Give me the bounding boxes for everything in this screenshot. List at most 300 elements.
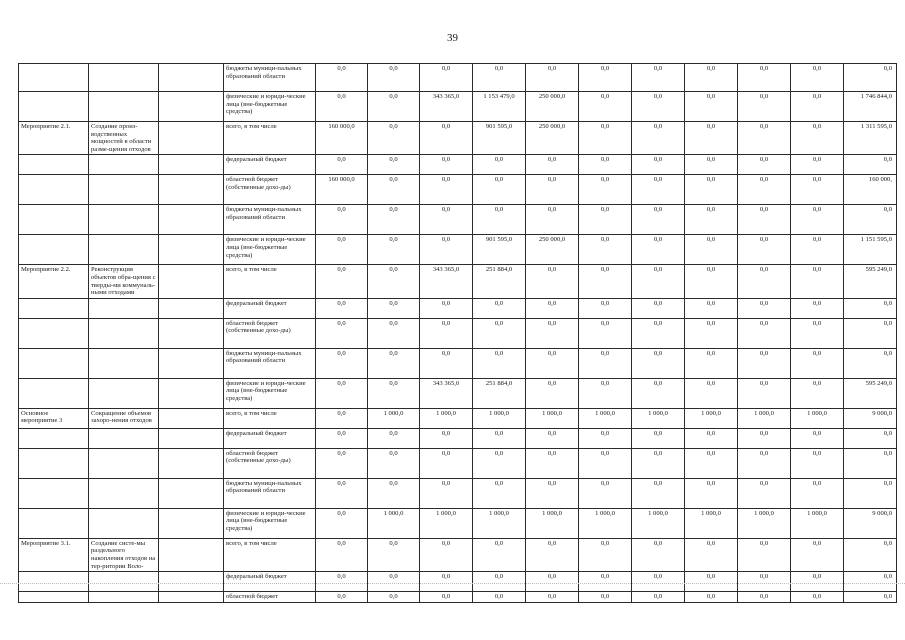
year-value-cell: 0,0 xyxy=(791,318,844,348)
year-value-cell: 0,0 xyxy=(368,298,420,318)
year-value-cell: 0,0 xyxy=(316,92,368,122)
year-value-cell: 0,0 xyxy=(420,175,473,205)
event-description-cell xyxy=(89,318,159,348)
funding-source-cell: областной бюджет xyxy=(224,592,316,603)
year-value-cell: 0,0 xyxy=(685,428,738,448)
year-value-cell: 0,0 xyxy=(368,235,420,265)
year-value-cell: 0,0 xyxy=(368,592,420,603)
event-description-cell: Реконструкция объектов обра-щения с тверды-ми коммуналь-ными отходами xyxy=(89,265,159,298)
year-value-cell: 0,0 xyxy=(791,235,844,265)
table-row xyxy=(19,572,897,592)
year-value-cell: 0,0 xyxy=(791,428,844,448)
event-description-cell: Создание произ-водственных мощностей в области разме-щения отходов xyxy=(89,122,159,155)
year-value-cell: 0,0 xyxy=(526,175,579,205)
table-row xyxy=(19,235,897,265)
executor-cell xyxy=(159,205,224,235)
year-value-cell: 0,0 xyxy=(368,428,420,448)
event-name-cell: Мероприятие 2.2. xyxy=(19,265,89,298)
year-value-cell: 0,0 xyxy=(526,478,579,508)
year-value-cell: 0,0 xyxy=(738,235,791,265)
executor-cell xyxy=(159,155,224,175)
year-value-cell: 0,0 xyxy=(316,428,368,448)
year-value-cell: 0,0 xyxy=(685,572,738,592)
event-description-cell xyxy=(89,508,159,538)
funding-source-cell: физические и юриди-ческие лица (вне-бюджетные средства) xyxy=(224,92,316,122)
year-value-cell: 0,0 xyxy=(473,318,526,348)
year-value-cell: 0,0 xyxy=(738,298,791,318)
executor-cell xyxy=(159,318,224,348)
year-value-cell: 0,0 xyxy=(685,448,738,478)
year-value-cell: 0,0 xyxy=(632,478,685,508)
year-value-cell: 0,0 xyxy=(685,378,738,408)
year-value-cell: 0,0 xyxy=(526,155,579,175)
funding-source-cell: федеральный бюджет xyxy=(224,298,316,318)
event-name-cell xyxy=(19,428,89,448)
year-value-cell: 0,0 xyxy=(526,318,579,348)
year-value-cell: 0,0 xyxy=(791,478,844,508)
year-value-cell: 0,0 xyxy=(526,538,579,571)
year-value-cell: 1 000,0 xyxy=(526,408,579,428)
total-cell: 0,0 xyxy=(844,348,897,378)
year-value-cell: 0,0 xyxy=(368,122,420,155)
year-value-cell: 0,0 xyxy=(579,175,632,205)
year-value-cell: 0,0 xyxy=(420,348,473,378)
year-value-cell: 0,0 xyxy=(632,378,685,408)
year-value-cell: 0,0 xyxy=(473,155,526,175)
year-value-cell: 0,0 xyxy=(368,538,420,571)
year-value-cell: 1 000,0 xyxy=(473,508,526,538)
year-value-cell: 0,0 xyxy=(368,205,420,235)
event-name-cell: Мероприятие 2.1. xyxy=(19,122,89,155)
year-value-cell: 0,0 xyxy=(579,378,632,408)
year-value-cell: 251 884,0 xyxy=(473,265,526,298)
year-value-cell: 0,0 xyxy=(738,592,791,603)
funding-source-cell: физические и юриди-ческие лица (вне-бюджетные средства) xyxy=(224,508,316,538)
year-value-cell: 1 000,0 xyxy=(685,408,738,428)
year-value-cell: 0,0 xyxy=(526,572,579,592)
executor-cell xyxy=(159,64,224,92)
event-name-cell xyxy=(19,64,89,92)
year-value-cell: 0,0 xyxy=(579,428,632,448)
year-value-cell: 0,0 xyxy=(473,448,526,478)
year-value-cell: 0,0 xyxy=(791,265,844,298)
table-row xyxy=(19,478,897,508)
year-value-cell: 0,0 xyxy=(632,235,685,265)
table-row xyxy=(19,318,897,348)
event-description-cell xyxy=(89,205,159,235)
year-value-cell: 0,0 xyxy=(579,478,632,508)
year-value-cell: 1 000,0 xyxy=(526,508,579,538)
year-value-cell: 343 365,0 xyxy=(420,92,473,122)
year-value-cell: 0,0 xyxy=(579,572,632,592)
year-value-cell: 0,0 xyxy=(316,348,368,378)
year-value-cell: 0,0 xyxy=(738,265,791,298)
year-value-cell: 0,0 xyxy=(738,572,791,592)
year-value-cell: 0,0 xyxy=(685,318,738,348)
funding-source-cell: областной бюджет (собственные дохо-ды) xyxy=(224,175,316,205)
total-cell: 0,0 xyxy=(844,155,897,175)
total-cell: 0,0 xyxy=(844,64,897,92)
year-value-cell: 0,0 xyxy=(420,318,473,348)
year-value-cell: 250 000,0 xyxy=(526,122,579,155)
year-value-cell: 0,0 xyxy=(420,538,473,571)
year-value-cell: 0,0 xyxy=(738,92,791,122)
year-value-cell: 0,0 xyxy=(632,298,685,318)
total-cell: 9 000,0 xyxy=(844,408,897,428)
executor-cell xyxy=(159,448,224,478)
executor-cell xyxy=(159,378,224,408)
year-value-cell: 0,0 xyxy=(579,122,632,155)
year-value-cell: 1 000,0 xyxy=(791,408,844,428)
event-name-cell xyxy=(19,478,89,508)
year-value-cell: 0,0 xyxy=(791,92,844,122)
executor-cell xyxy=(159,508,224,538)
year-value-cell: 0,0 xyxy=(738,155,791,175)
year-value-cell: 0,0 xyxy=(685,122,738,155)
year-value-cell: 0,0 xyxy=(579,155,632,175)
event-name-cell xyxy=(19,235,89,265)
year-value-cell: 0,0 xyxy=(738,448,791,478)
year-value-cell: 0,0 xyxy=(632,448,685,478)
table-row xyxy=(19,408,897,428)
executor-cell xyxy=(159,235,224,265)
event-name-cell xyxy=(19,378,89,408)
year-value-cell: 0,0 xyxy=(791,155,844,175)
year-value-cell: 0,0 xyxy=(791,538,844,571)
table-row xyxy=(19,122,897,155)
year-value-cell: 0,0 xyxy=(420,572,473,592)
year-value-cell: 0,0 xyxy=(738,175,791,205)
year-value-cell: 0,0 xyxy=(632,64,685,92)
year-value-cell: 0,0 xyxy=(685,538,738,571)
funding-source-cell: областной бюджет (собственные дохо-ды) xyxy=(224,318,316,348)
event-description-cell xyxy=(89,64,159,92)
year-value-cell: 0,0 xyxy=(632,175,685,205)
year-value-cell: 0,0 xyxy=(791,592,844,603)
event-description-cell xyxy=(89,235,159,265)
executor-cell xyxy=(159,348,224,378)
total-cell: 0,0 xyxy=(844,298,897,318)
year-value-cell: 0,0 xyxy=(632,92,685,122)
year-value-cell: 0,0 xyxy=(685,592,738,603)
table-row xyxy=(19,348,897,378)
total-cell: 0,0 xyxy=(844,448,897,478)
year-value-cell: 0,0 xyxy=(685,478,738,508)
page-number: 39 xyxy=(447,32,458,44)
year-value-cell: 250 000,0 xyxy=(526,235,579,265)
year-value-cell: 0,0 xyxy=(738,122,791,155)
year-value-cell: 0,0 xyxy=(368,448,420,478)
year-value-cell: 1 153 479,0 xyxy=(473,92,526,122)
year-value-cell: 0,0 xyxy=(526,298,579,318)
year-value-cell: 0,0 xyxy=(316,205,368,235)
year-value-cell: 0,0 xyxy=(632,428,685,448)
event-name-cell: Мероприятие 3.1. xyxy=(19,538,89,571)
year-value-cell: 0,0 xyxy=(685,155,738,175)
event-name-cell: Основное мероприятие 3 xyxy=(19,408,89,428)
table-row xyxy=(19,592,897,603)
event-name-cell xyxy=(19,348,89,378)
year-value-cell: 0,0 xyxy=(368,265,420,298)
executor-cell xyxy=(159,408,224,428)
funding-source-cell: федеральный бюджет xyxy=(224,572,316,592)
total-cell: 1 311 595,0 xyxy=(844,122,897,155)
year-value-cell: 0,0 xyxy=(473,538,526,571)
year-value-cell: 0,0 xyxy=(420,428,473,448)
funding-source-cell: бюджеты муници-пальных образований области xyxy=(224,348,316,378)
year-value-cell: 901 595,0 xyxy=(473,235,526,265)
year-value-cell: 0,0 xyxy=(316,592,368,603)
year-value-cell: 1 000,0 xyxy=(420,508,473,538)
event-name-cell xyxy=(19,205,89,235)
year-value-cell: 0,0 xyxy=(526,448,579,478)
year-value-cell: 0,0 xyxy=(632,348,685,378)
total-cell: 1 746 844,0 xyxy=(844,92,897,122)
year-value-cell: 1 000,0 xyxy=(473,408,526,428)
year-value-cell: 0,0 xyxy=(791,298,844,318)
year-value-cell: 0,0 xyxy=(316,155,368,175)
year-value-cell: 0,0 xyxy=(579,64,632,92)
event-description-cell xyxy=(89,155,159,175)
year-value-cell: 0,0 xyxy=(473,572,526,592)
event-description-cell xyxy=(89,175,159,205)
year-value-cell: 0,0 xyxy=(632,155,685,175)
executor-cell xyxy=(159,592,224,603)
year-value-cell: 160 000,0 xyxy=(316,175,368,205)
total-cell: 0,0 xyxy=(844,538,897,571)
year-value-cell: 0,0 xyxy=(316,318,368,348)
funding-source-cell: физические и юриди-ческие лица (вне-бюджетные средства) xyxy=(224,378,316,408)
executor-cell xyxy=(159,92,224,122)
year-value-cell: 251 884,0 xyxy=(473,378,526,408)
year-value-cell: 1 000,0 xyxy=(579,508,632,538)
executor-cell xyxy=(159,428,224,448)
table-row xyxy=(19,378,897,408)
total-cell: 160 000, xyxy=(844,175,897,205)
year-value-cell: 0,0 xyxy=(526,64,579,92)
year-value-cell: 0,0 xyxy=(473,428,526,448)
year-value-cell: 343 365,0 xyxy=(420,378,473,408)
event-description-cell: Сокращение объемов захоро-нения отходов xyxy=(89,408,159,428)
year-value-cell: 1 000,0 xyxy=(685,508,738,538)
total-cell: 0,0 xyxy=(844,205,897,235)
year-value-cell: 0,0 xyxy=(738,205,791,235)
year-value-cell: 0,0 xyxy=(316,448,368,478)
year-value-cell: 0,0 xyxy=(473,205,526,235)
year-value-cell: 1 000,0 xyxy=(368,508,420,538)
year-value-cell: 0,0 xyxy=(316,378,368,408)
year-value-cell: 0,0 xyxy=(368,348,420,378)
year-value-cell: 0,0 xyxy=(685,265,738,298)
year-value-cell: 0,0 xyxy=(791,122,844,155)
total-cell: 0,0 xyxy=(844,572,897,592)
year-value-cell: 0,0 xyxy=(579,205,632,235)
event-description-cell xyxy=(89,572,159,592)
funding-source-cell: всего, в том числе xyxy=(224,122,316,155)
year-value-cell: 0,0 xyxy=(473,348,526,378)
year-value-cell: 0,0 xyxy=(316,538,368,571)
year-value-cell: 1 000,0 xyxy=(632,408,685,428)
year-value-cell: 0,0 xyxy=(685,175,738,205)
funding-source-cell: всего, в том числе xyxy=(224,265,316,298)
year-value-cell: 0,0 xyxy=(420,448,473,478)
year-value-cell: 0,0 xyxy=(791,572,844,592)
table-row xyxy=(19,428,897,448)
year-value-cell: 1 000,0 xyxy=(738,508,791,538)
total-cell: 595 249,0 xyxy=(844,378,897,408)
year-value-cell: 0,0 xyxy=(420,592,473,603)
year-value-cell: 0,0 xyxy=(316,478,368,508)
executor-cell xyxy=(159,572,224,592)
year-value-cell: 0,0 xyxy=(738,538,791,571)
year-value-cell: 0,0 xyxy=(632,538,685,571)
event-description-cell xyxy=(89,478,159,508)
year-value-cell: 0,0 xyxy=(579,448,632,478)
year-value-cell: 0,0 xyxy=(738,348,791,378)
funding-source-cell: федеральный бюджет xyxy=(224,428,316,448)
year-value-cell: 0,0 xyxy=(316,572,368,592)
year-value-cell: 0,0 xyxy=(791,175,844,205)
year-value-cell: 0,0 xyxy=(685,298,738,318)
year-value-cell: 160 000,0 xyxy=(316,122,368,155)
year-value-cell: 0,0 xyxy=(579,538,632,571)
table-row xyxy=(19,508,897,538)
event-description-cell xyxy=(89,92,159,122)
executor-cell xyxy=(159,122,224,155)
year-value-cell: 0,0 xyxy=(579,235,632,265)
total-cell: 1 151 595,0 xyxy=(844,235,897,265)
executor-cell xyxy=(159,175,224,205)
year-value-cell: 0,0 xyxy=(420,155,473,175)
event-name-cell xyxy=(19,592,89,603)
year-value-cell: 0,0 xyxy=(791,378,844,408)
year-value-cell: 0,0 xyxy=(632,592,685,603)
event-name-cell xyxy=(19,155,89,175)
funding-source-cell: областной бюджет (собственные дохо-ды) xyxy=(224,448,316,478)
year-value-cell: 0,0 xyxy=(738,478,791,508)
year-value-cell: 0,0 xyxy=(579,592,632,603)
year-value-cell: 0,0 xyxy=(420,64,473,92)
executor-cell xyxy=(159,265,224,298)
year-value-cell: 0,0 xyxy=(368,92,420,122)
year-value-cell: 0,0 xyxy=(368,155,420,175)
event-description-cell: Создание систе-мы раздельного накопления отходов на тер-ритории Воло- xyxy=(89,538,159,571)
year-value-cell: 0,0 xyxy=(579,318,632,348)
year-value-cell: 0,0 xyxy=(368,175,420,205)
table-row xyxy=(19,298,897,318)
year-value-cell: 0,0 xyxy=(473,478,526,508)
funding-source-cell: бюджеты муници-пальных образований области xyxy=(224,64,316,92)
year-value-cell: 0,0 xyxy=(526,592,579,603)
year-value-cell: 0,0 xyxy=(420,205,473,235)
year-value-cell: 1 000,0 xyxy=(420,408,473,428)
event-description-cell xyxy=(89,298,159,318)
year-value-cell: 0,0 xyxy=(632,572,685,592)
event-name-cell xyxy=(19,92,89,122)
year-value-cell: 0,0 xyxy=(526,205,579,235)
year-value-cell: 0,0 xyxy=(526,428,579,448)
year-value-cell: 0,0 xyxy=(685,348,738,378)
page-fold-line xyxy=(0,583,905,584)
table-row xyxy=(19,92,897,122)
table-row xyxy=(19,155,897,175)
year-value-cell: 0,0 xyxy=(420,235,473,265)
funding-source-cell: всего, в том числе xyxy=(224,408,316,428)
year-value-cell: 0,0 xyxy=(738,318,791,348)
year-value-cell: 0,0 xyxy=(368,378,420,408)
year-value-cell: 0,0 xyxy=(791,205,844,235)
year-value-cell: 0,0 xyxy=(685,92,738,122)
event-name-cell xyxy=(19,318,89,348)
year-value-cell: 0,0 xyxy=(579,265,632,298)
year-value-cell: 1 000,0 xyxy=(632,508,685,538)
event-name-cell xyxy=(19,448,89,478)
year-value-cell: 0,0 xyxy=(791,348,844,378)
event-description-cell xyxy=(89,378,159,408)
year-value-cell: 0,0 xyxy=(579,348,632,378)
year-value-cell: 0,0 xyxy=(420,298,473,318)
executor-cell xyxy=(159,478,224,508)
year-value-cell: 0,0 xyxy=(316,265,368,298)
year-value-cell: 0,0 xyxy=(420,478,473,508)
funding-source-cell: бюджеты муници-пальных образований области xyxy=(224,478,316,508)
year-value-cell: 0,0 xyxy=(473,64,526,92)
year-value-cell: 0,0 xyxy=(316,508,368,538)
event-description-cell xyxy=(89,348,159,378)
year-value-cell: 0,0 xyxy=(738,64,791,92)
year-value-cell: 343 365,0 xyxy=(420,265,473,298)
year-value-cell: 0,0 xyxy=(368,318,420,348)
executor-cell xyxy=(159,538,224,571)
year-value-cell: 0,0 xyxy=(791,64,844,92)
year-value-cell: 0,0 xyxy=(420,122,473,155)
funding-source-cell: физические и юриди-ческие лица (вне-бюджетные средства) xyxy=(224,235,316,265)
year-value-cell: 0,0 xyxy=(316,298,368,318)
year-value-cell: 0,0 xyxy=(738,428,791,448)
total-cell: 0,0 xyxy=(844,428,897,448)
funding-table xyxy=(18,63,897,603)
year-value-cell: 250 000,0 xyxy=(526,92,579,122)
event-name-cell xyxy=(19,298,89,318)
table-row xyxy=(19,175,897,205)
year-value-cell: 0,0 xyxy=(632,122,685,155)
year-value-cell: 0,0 xyxy=(473,592,526,603)
year-value-cell: 0,0 xyxy=(368,64,420,92)
year-value-cell: 0,0 xyxy=(316,408,368,428)
year-value-cell: 0,0 xyxy=(526,348,579,378)
funding-source-cell: всего, в том числе xyxy=(224,538,316,571)
funding-source-cell: бюджеты муници-пальных образований области xyxy=(224,205,316,235)
year-value-cell: 0,0 xyxy=(685,205,738,235)
table-row xyxy=(19,205,897,235)
year-value-cell: 0,0 xyxy=(473,298,526,318)
year-value-cell: 901 595,0 xyxy=(473,122,526,155)
total-cell: 0,0 xyxy=(844,318,897,348)
total-cell: 0,0 xyxy=(844,478,897,508)
year-value-cell: 0,0 xyxy=(368,572,420,592)
year-value-cell: 1 000,0 xyxy=(368,408,420,428)
year-value-cell: 0,0 xyxy=(579,298,632,318)
table-row xyxy=(19,448,897,478)
year-value-cell: 1 000,0 xyxy=(579,408,632,428)
total-cell: 9 000,0 xyxy=(844,508,897,538)
year-value-cell: 0,0 xyxy=(473,175,526,205)
total-cell: 0,0 xyxy=(844,592,897,603)
event-name-cell xyxy=(19,175,89,205)
year-value-cell: 0,0 xyxy=(685,235,738,265)
year-value-cell: 0,0 xyxy=(316,64,368,92)
year-value-cell: 0,0 xyxy=(791,448,844,478)
